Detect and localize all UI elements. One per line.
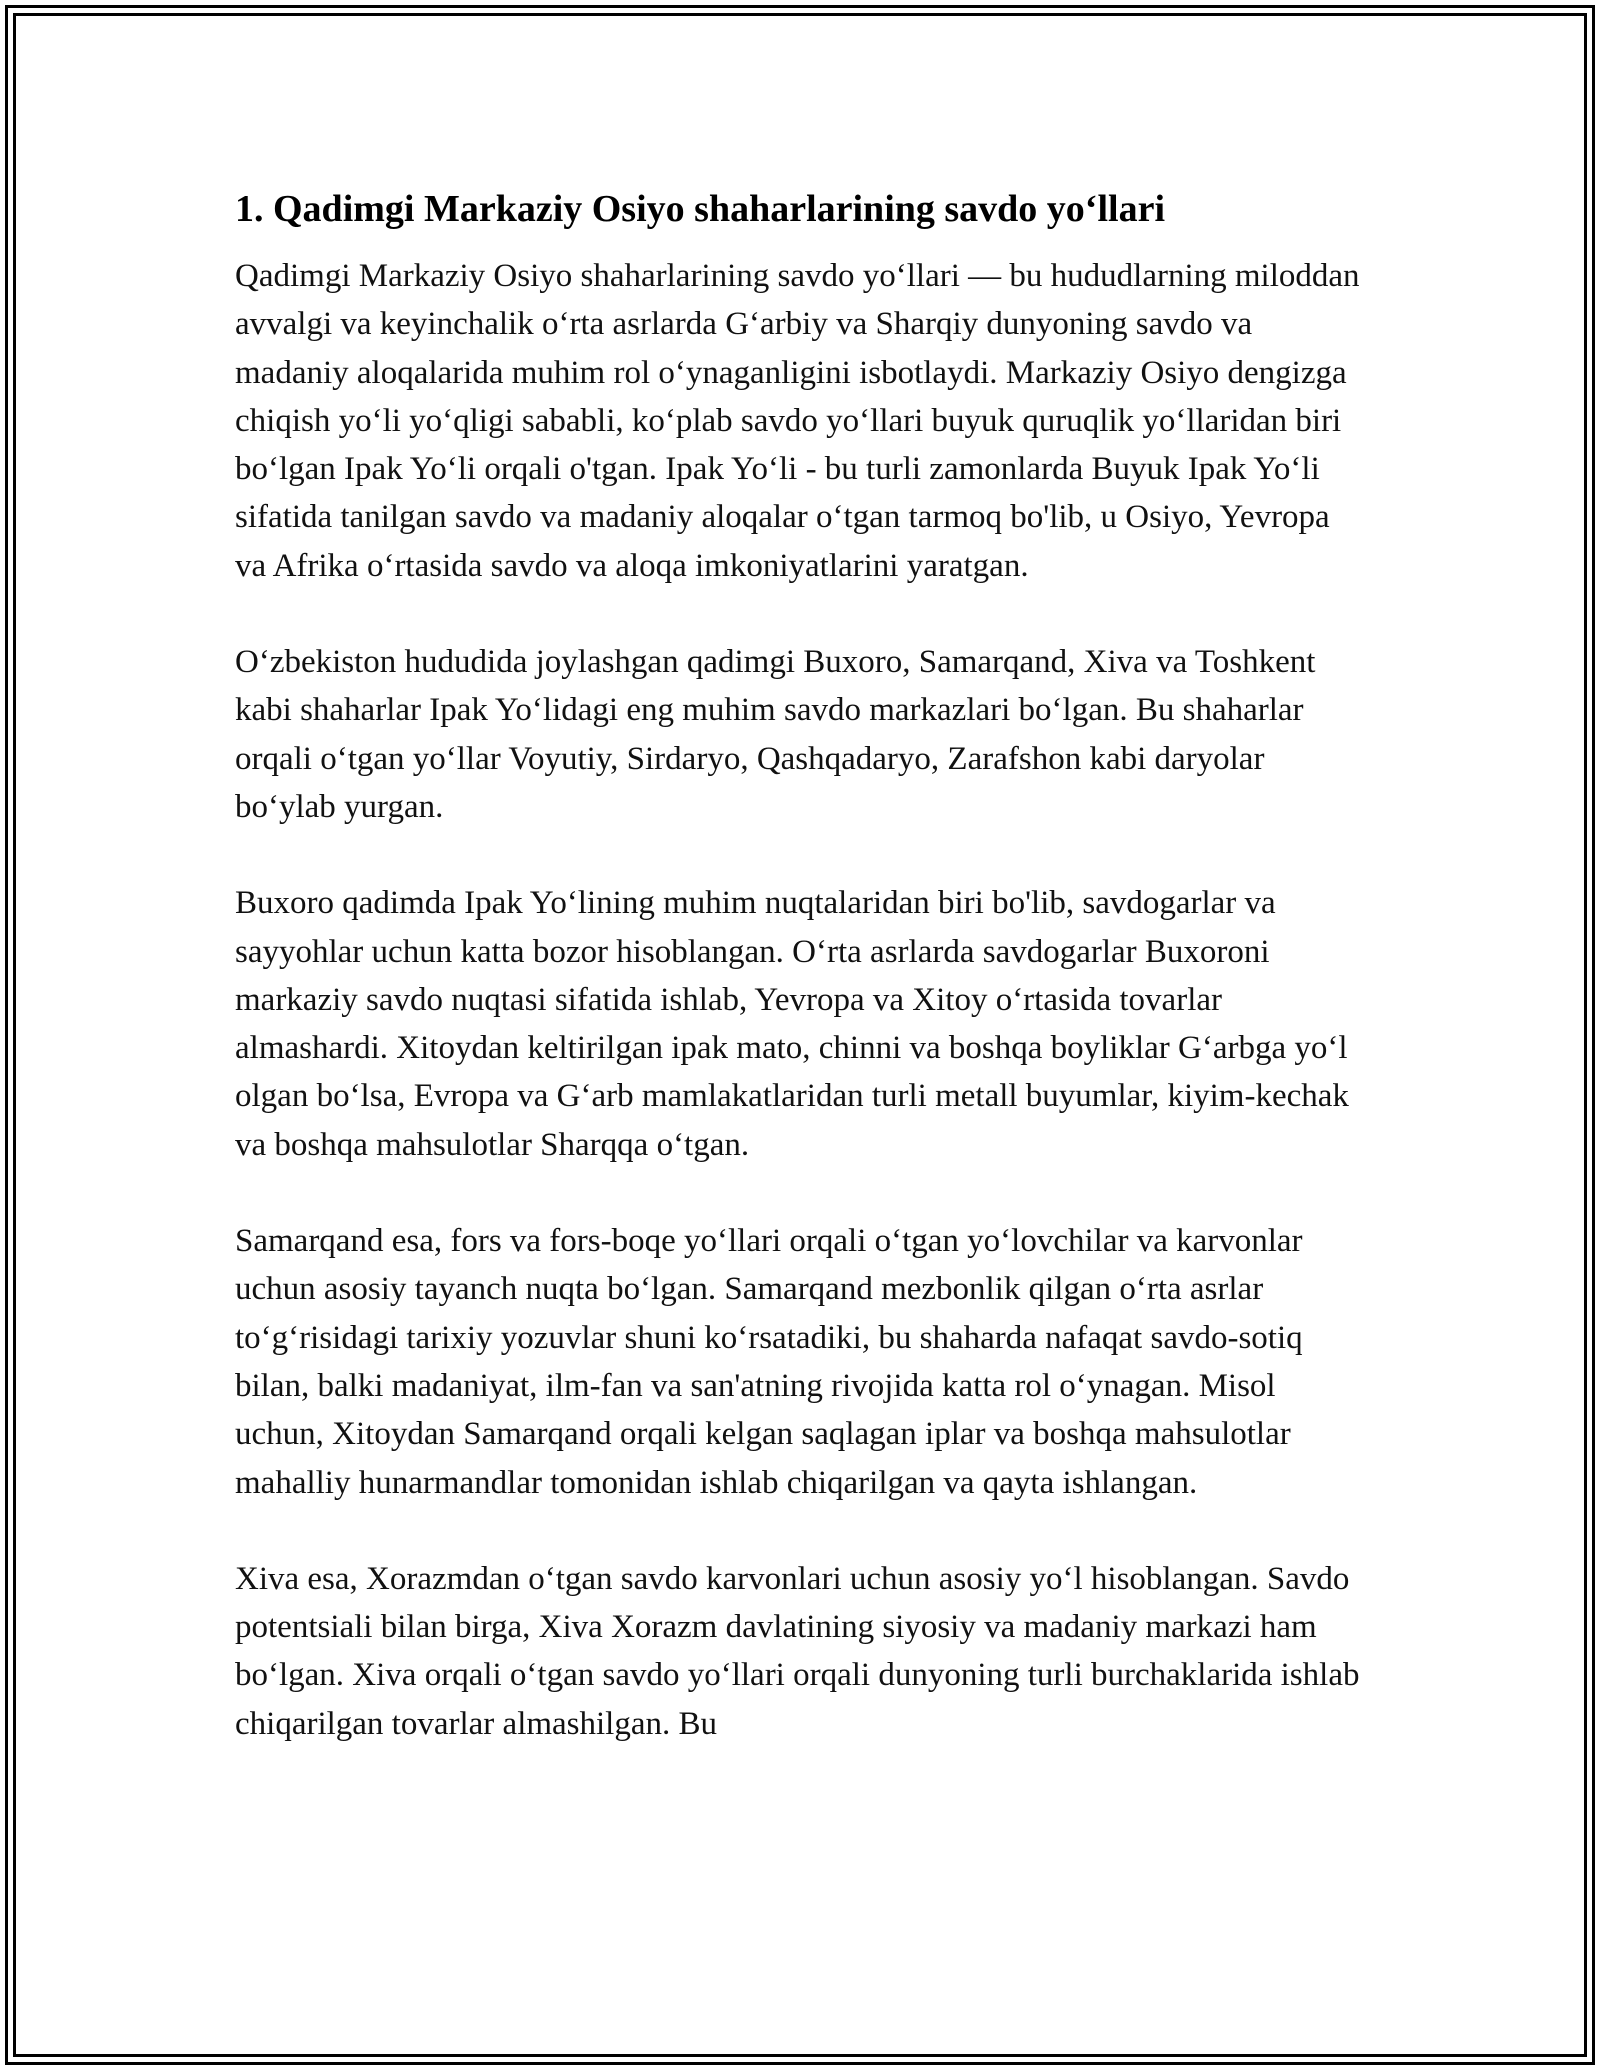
- paragraph-uzbekistan-cities: O‘zbekiston hududida joylashgan qadimgi Buxoro, Samarqand, Xiva va Toshkent kabi shaharlar Ipak Yo‘lidagi eng muhim savdo markazlari bo‘lgan. Bu shaharlar orqali o‘tgan yo‘llar Voyutiy, Sirdaryo, Qashqadaryo, Zarafshon kabi daryolar bo‘ylab yurgan.: [235, 644, 1316, 825]
- section-heading: 1. Qadimgi Markaziy Osiyo shaharlarining savdo yo‘llari: [235, 188, 1165, 230]
- paragraph-intro: Qadimgi Markaziy Osiyo shaharlarining savdo yo‘llari — bu hududlarning miloddan avvalgi va keyinchalik o‘rta asrlarda G‘arbiy va Sharqiy dunyoning savdo va madaniy aloqalarida muhim rol o‘ynaganligini isbotlaydi. Markaziy Osiyo dengizga chiqish yo‘li yo‘qligi sababli, ko‘plab savdo yo‘llari buyuk quruqlik yo‘llaridan biri bo‘lgan Ipak Yo‘li orqali o'tgan. Ipak Yo‘li - bu turli zamonlarda Buyuk Ipak Yo‘li sifatida tanilgan savdo va madaniy aloqalar o‘tgan tarmoq bo'lib, u Osiyo, Yevropa va Afrika o‘rtasida savdo va aloqa imkoniyatlarini yaratgan.: [235, 258, 1360, 584]
- paragraph-bukhara: Buxoro qadimda Ipak Yo‘lining muhim nuqtalaridan biri bo'lib, savdogarlar va sayyohlar uchun katta bozor hisoblangan. O‘rta asrlarda savdogarlar Buxoroni markaziy savdo nuqtasi sifatida ishlab, Yevropa va Xitoy o‘rtasida tovarlar almashardi. Xitoydan keltirilgan ipak mato, chinni va boshqa boyliklar G‘arbga yo‘l olgan bo‘lsa, Evropa va G‘arb mamlakatlaridan turli metall buyumlar, kiyim-kechak va boshqa mahsulotlar Sharqqa o‘tgan.: [235, 885, 1349, 1163]
- document-body: [235, 186, 1365, 1796]
- paragraph-khiva: Xiva esa, Xorazmdan o‘tgan savdo karvonlari uchun asosiy yo‘l hisoblangan. Savdo potentsiali bilan birga, Xiva Xorazm davlatining siyosiy va madaniy markazi ham bo‘lgan. Xiva orqali o‘tgan savdo yo‘llari orqali dunyoning turli burchaklarida ishlab chiqarilgan tovarlar almashilgan. Bu: [235, 1560, 1360, 1742]
- paragraph-samarkand: Samarqand esa, fors va fors-boqe yo‘llari orqali o‘tgan yo‘lovchilar va karvonlar uchun asosiy tayanch nuqta bo‘lgan. Samarqand mezbonlik qilgan o‘rta asrlar to‘g‘risidagi tarixiy yozuvlar shuni ko‘rsatadiki, bu shaharda nafaqat savdo-sotiq bilan, balki madaniyat, ilm-fan va san'atning rivojida katta rol o‘ynagan. Misol uchun, Xitoydan Samarqand orqali kelgan saqlagan iplar va boshqa mahsulotlar mahalliy hunarmandlar tomonidan ishlab chiqarilgan va qayta ishlangan.: [235, 1223, 1303, 1501]
